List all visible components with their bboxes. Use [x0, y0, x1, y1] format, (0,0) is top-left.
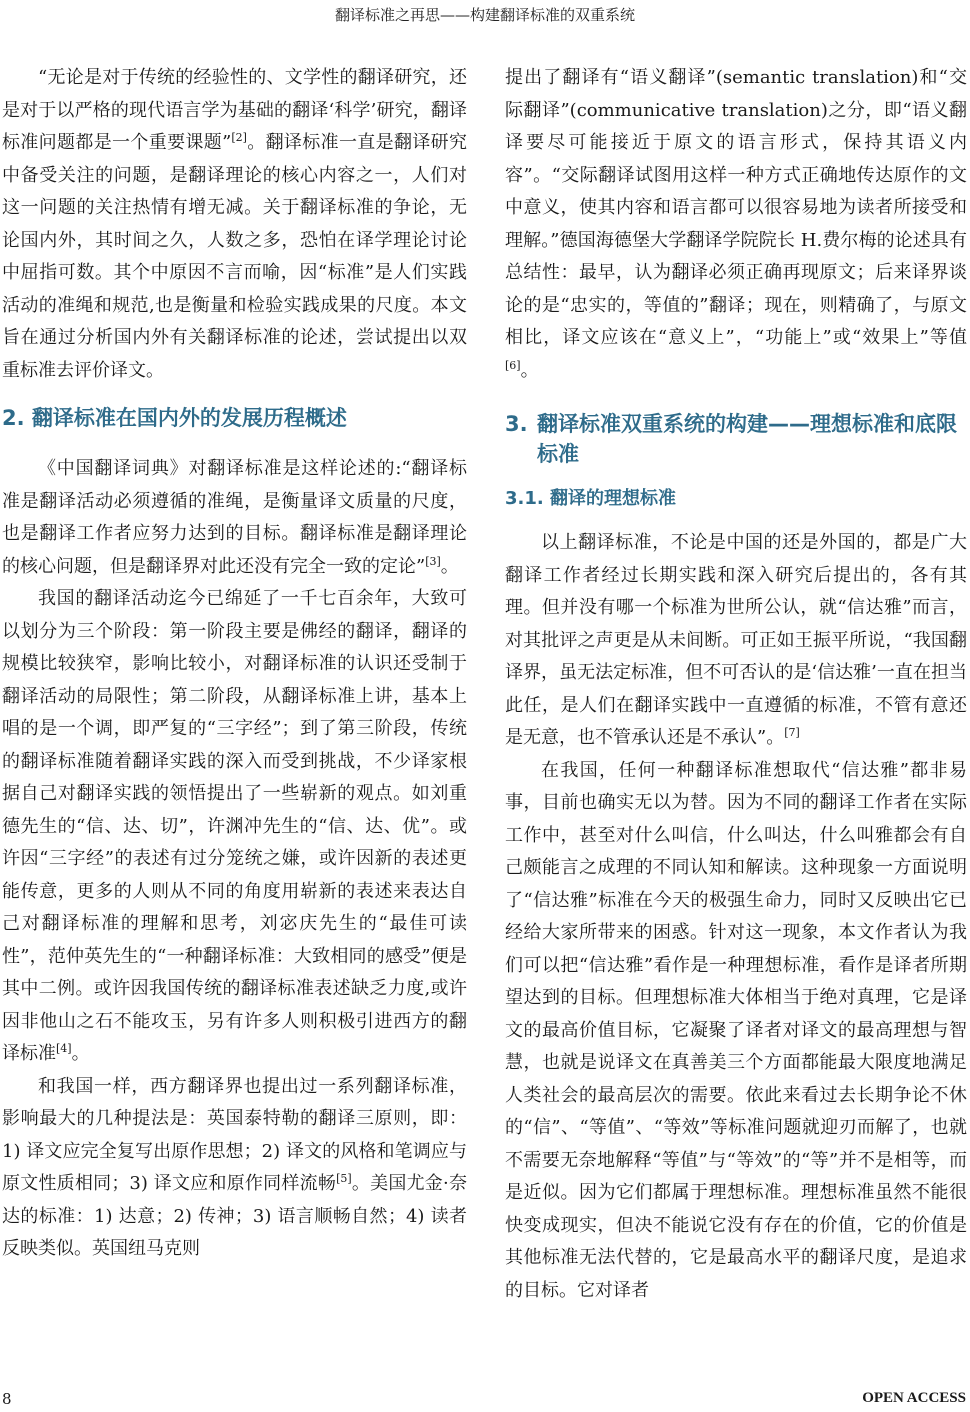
section-heading-2: 2. 翻译标准在国内外的发展历程概述 [2, 406, 347, 430]
running-head: 翻译标准之再思——构建翻译标准的双重系统 [334, 6, 635, 24]
open-access-label: OPEN ACCESS [862, 1390, 966, 1406]
section-heading-3: 3. 翻译标准双重系统的构建——理想标准和底限标准 [505, 412, 957, 466]
paragraph-ideal-standard: 以上翻译标准，不论是中国的还是外国的，都是广大翻译工作者经过长期实践和深入研究后提出的，各有其理。但并没有哪一个标准为世所公认，就“信达雅”而言，对其批评之声更是从未间断。可正如王振平所说，“我国翻译界，虽无法定标准，但不可否认的是‘信达雅’一直在担当此任，是人们在翻译实践中一直遵循的标准，不管有意还是无意，也不管承认还是不承认”。[7] [505, 532, 967, 748]
paragraph-western-standards: 和我国一样，西方翻译界也提出过一系列翻译标准，影响最大的几种提法是：英国泰特勒的翻译三原则，即：1) 译文应完全复写出原作思想；2) 译文的风格和笔调应与原文性质相同；3) 译文应和原作同样流畅[5]。美国尤金·奈达的标准：1) 达意；2) 传神；3) 语言顺畅自然；4) 读者反映类似。英国纽马克则 [2, 1075, 467, 1259]
left-column [2, 62, 467, 1266]
citation-ref[interactable]: [3] [425, 554, 441, 568]
citation-ref[interactable]: [4] [56, 1042, 72, 1055]
citation-ref[interactable]: [6] [505, 358, 521, 372]
subsection-heading-3-1: 3.1. 翻译的理想标准 [505, 488, 676, 509]
paragraph-china-history: 我国的翻译活动迄今已绵延了一千七百余年，大致可以划分为三个阶段：第一阶段主要是佛经的翻译，翻译的规模比较狭窄，影响比较小，对翻译标准的认识还受制于翻译活动的局限性；第二阶段，从翻译标准上讲，基本上唱的是一个调，即严复的“三字经”；到了第三阶段，传统的翻译标准随着翻译实践的深入而受到挑战，不少译家根据自己对翻译实践的领悟提出了一些崭新的观点。如刘重德先生的“信、达、切”，许渊冲先生的“信、达、优”。或许因“三字经”的表述有过分笼统之嫌，或许因新的表述更能传意，更多的人则从不同的角度用崭新的表述来表达自己对翻译标准的理解和思考，刘宓庆先生的“最佳可读性”，范仲英先生的“一种翻译标准：大致相同的感受”便是其中二例。或许因我国传统的翻译标准表述缺乏力度,或许因非他山之石不能攻玉，另有许多人则积极引进西方的翻译标准[4]。 [2, 588, 467, 1064]
right-column [505, 62, 967, 1307]
paragraph-xindaya: 在我国，任何一种翻译标准想取代“信达雅”都非易事，目前也确实无以为替。因为不同的翻译工作者在实际工作中，甚至对什么叫信，什么叫达，什么叫雅都会有自己颇能言之成理的不同认知和解读。这种现象一方面说明了“信达雅”标准在今天的极强生命力，同时又反映出它已经给大家所带来的困惑。针对这一现象，本文作者认为我们可以把“信达雅”看作是一种理想标准，看作是译者所期望达到的目标。但理想标准大体相当于绝对真理，它是译文的最高价值目标，它凝聚了译者对译文的最高理想与智慧，也就是说译文在真善美三个方面都能最大限度地满足人类社会的最高层次的需要。依此来看过去长期争论不休的“信”、“等值”、“等效”等标准问题就迎刃而解了，也就不需要无奈地解释“等值”与“等效”的“等”并不是相等，而是近似。因为它们都属于理想标准。理想标准虽然不能很快变成现实，但决不能说它没有存在的价值，它的价值是其他标准无法代替的，它是最高水平的翻译尺度，是追求的目标。它对译者 [505, 759, 967, 1301]
page-number: 8 [2, 1390, 12, 1408]
paragraph-intro: “无论是对于传统的经验性的、文学性的翻译研究，还是对于以严格的现代语言学为基础的翻译‘科学’研究，翻译标准问题都是一个重要课题”[2]。翻译标准一直是翻译研究中备受关注的问题，是翻译理论的核心内容之一，人们对这一问题的关注热情有增无减。关于翻译标准的争论，无论国内外，其时间之久，人数之多，恐怕在译学理论讨论中屈指可数。其个中原因不言而喻，因“标准”是人们实践活动的准绳和规范,也是衡量和检验实践成果的尺度。本文旨在通过分析国内外有关翻译标准的论述，尝试提出以双重标准去评价译文。 [2, 67, 468, 381]
paragraph-dictionary: 《中国翻译词典》对翻译标准是这样论述的:“翻译标准是翻译活动必须遵循的准绳，是衡量译文质量的尺度，也是翻译工作者应努力达到的目标。翻译标准是翻译理论的核心问题，但是翻译界对此还没有完全一致的定论”[3]。 [2, 458, 467, 577]
citation-ref[interactable]: [7] [784, 726, 800, 739]
citation-ref[interactable]: [2] [231, 131, 247, 144]
paragraph-newmark: 提出了翻译有“语义翻译”(semantic translation)和“交际翻译”(communicative translation)之分，即“语义翻译要尽可能接近于原文的语言形式，保持其语义内容”。“交际翻译试图用这样一种方式正确地传达原作的文中意义，使其内容和语言都可以很容易地为读者所接受和理解。”德国海德堡大学翻译学院院长 H.费尔梅的论述具有总结性：最早，认为翻译必须正确再现原文；后来译界谈论的是“忠实的，等值的”翻译；现在，则精确了，与原文相比，译文应该在“意义上”，“功能上”或“效果上”等值[6]。 [505, 67, 967, 381]
citation-ref[interactable]: [5] [336, 1172, 352, 1185]
